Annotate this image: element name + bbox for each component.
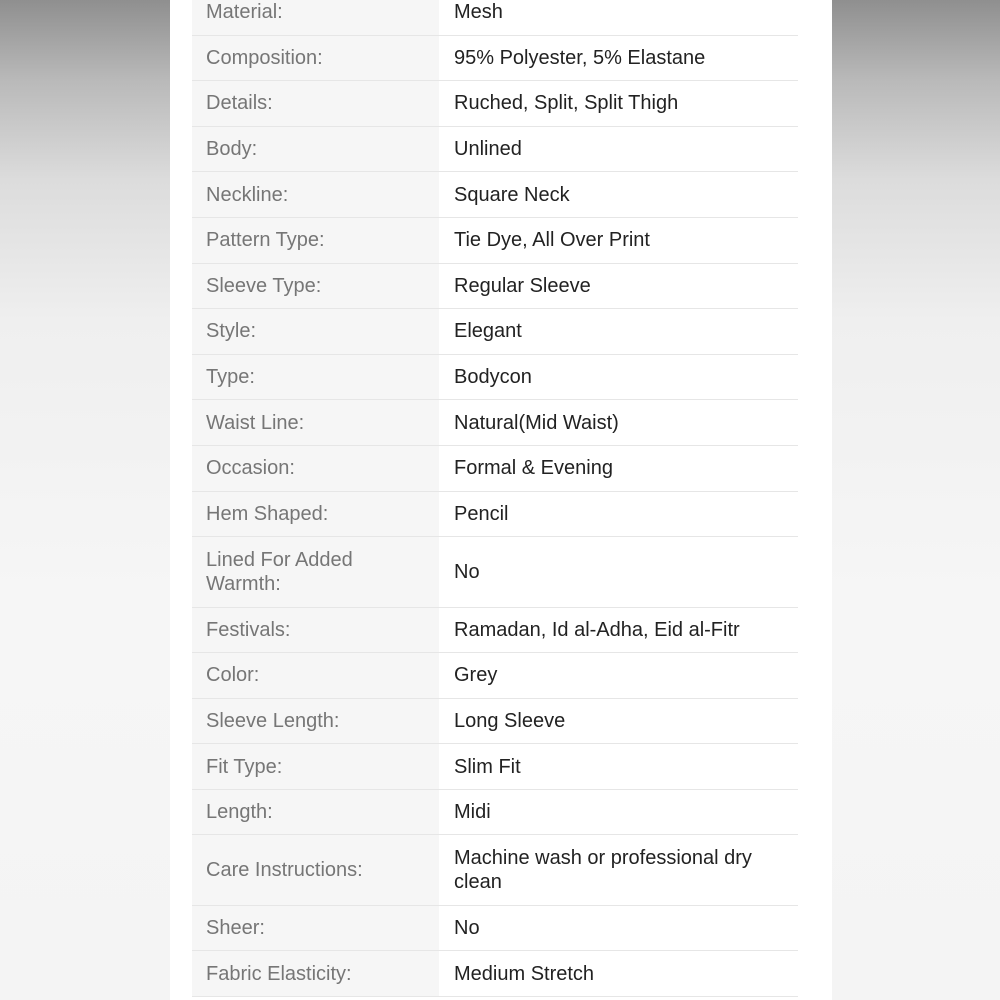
- attribute-label: Body:: [192, 127, 439, 172]
- attribute-label: Occasion:: [192, 446, 439, 491]
- table-row: [192, 127, 798, 173]
- attribute-value: Square Neck: [454, 183, 570, 206]
- attribute-value: 95% Polyester, 5% Elastane: [454, 46, 706, 69]
- attribute-value: Ruched, Split, Split Thigh: [454, 92, 679, 115]
- attribute-label: Lined For Added Warmth:: [192, 537, 439, 606]
- table-row: [192, 172, 798, 218]
- attribute-label: Hem Shaped:: [192, 492, 439, 537]
- attribute-label: Color:: [192, 653, 439, 698]
- attribute-value: Slim Fit: [454, 755, 521, 778]
- attribute-label: Length:: [192, 790, 439, 835]
- attribute-value: Long Sleeve: [454, 710, 566, 732]
- attribute-value: Grey: [454, 664, 498, 687]
- table-row: [192, 537, 798, 607]
- table-row: [192, 218, 798, 264]
- table-row: [192, 264, 798, 310]
- product-details-card: [170, 0, 832, 1000]
- table-row: [192, 653, 798, 699]
- attribute-value: Tie Dye, All Over Print: [454, 229, 650, 252]
- attribute-value: Ramadan, Id al-Adha, Eid al-Fitr: [454, 618, 740, 641]
- table-row: [192, 951, 798, 997]
- attribute-value: Natural(Mid Waist): [454, 411, 619, 434]
- table-row: [192, 81, 798, 127]
- attribute-value: Medium Stretch: [454, 962, 595, 985]
- attribute-value: Bodycon: [454, 366, 532, 389]
- table-row: [192, 790, 798, 836]
- attribute-label: Details:: [192, 81, 439, 126]
- attribute-label: Sleeve Length:: [192, 699, 439, 744]
- attribute-value: Unlined: [454, 138, 522, 161]
- attribute-value: Formal & Evening: [454, 457, 613, 480]
- table-row: [192, 36, 798, 82]
- table-row: [192, 446, 798, 492]
- attribute-label: Sleeve Type:: [192, 264, 439, 309]
- attribute-label: Material:: [192, 0, 439, 35]
- attribute-label: Pattern Type:: [192, 218, 439, 263]
- attribute-value: Mesh: [454, 1, 503, 24]
- attribute-label: Style:: [192, 309, 439, 354]
- attribute-label: Festivals:: [192, 608, 439, 653]
- attribute-value: Elegant: [454, 320, 522, 343]
- table-row: [192, 400, 798, 446]
- attribute-value: Regular Sleeve: [454, 274, 591, 297]
- attribute-label: Composition:: [192, 36, 439, 81]
- table-row: [192, 0, 798, 36]
- attribute-value: Pencil: [454, 502, 509, 525]
- attribute-label: Neckline:: [192, 172, 439, 217]
- table-row: [192, 355, 798, 401]
- attribute-label: Care Instructions:: [192, 835, 439, 904]
- table-row: [192, 309, 798, 355]
- table-row: [192, 744, 798, 790]
- attribute-label: Fabric Elasticity:: [192, 951, 439, 996]
- attribute-value: No: [454, 917, 480, 940]
- table-row: [192, 608, 798, 654]
- attribute-label: Waist Line:: [192, 400, 439, 445]
- attribute-label: Fit Type:: [192, 744, 439, 789]
- table-row: [192, 492, 798, 538]
- table-row: [192, 699, 798, 745]
- attribute-label: Sheer:: [192, 906, 439, 951]
- attribute-label: Type:: [192, 355, 439, 400]
- table-row: [192, 906, 798, 952]
- attribute-value: No: [454, 560, 480, 583]
- attribute-value: Midi: [454, 801, 491, 824]
- product-attributes-table: [192, 0, 798, 997]
- attribute-value: Machine wash or professional dry clean: [454, 847, 752, 894]
- table-row: [192, 835, 798, 905]
